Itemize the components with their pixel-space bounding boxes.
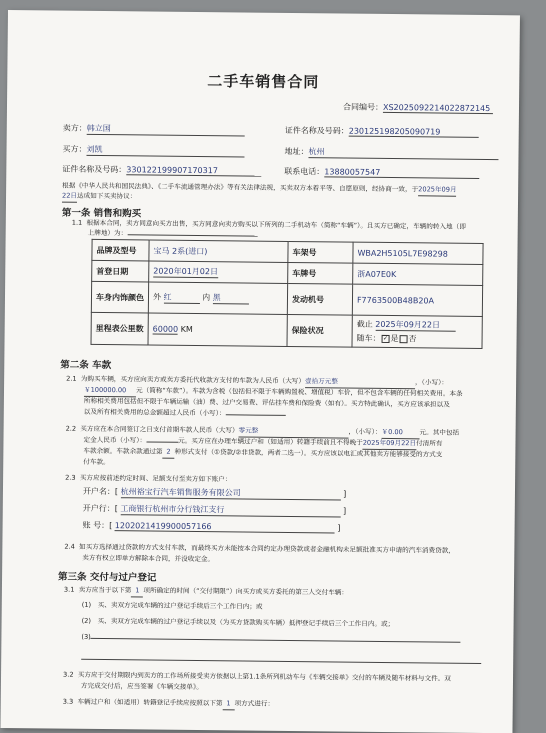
preamble-text-end: 达成如下买卖协议： bbox=[77, 191, 137, 201]
article3-p1-text-b: 项所确定的时间（“交付期限”）向买方或买方委托的第三人交付车辆： bbox=[143, 586, 349, 597]
account-name-label: 开户名： bbox=[82, 486, 116, 497]
article3-p3-text-b: 项方式进行： bbox=[234, 699, 275, 708]
article2-p2-line3 bbox=[83, 446, 442, 462]
preamble-line2 bbox=[62, 191, 136, 204]
seller-id-value: 230125198205090719 bbox=[349, 127, 479, 138]
article2-p3-number: 2.3 bbox=[65, 473, 76, 482]
article2-p4-text-a: 如买方选择通过贷款的方式支付车款，而最终买方未能按本合同约定办理贷款或者金融机构未足额批准买方申请的汽车消费贷款， bbox=[79, 542, 455, 555]
insurance-value bbox=[352, 315, 482, 348]
article3-p1 bbox=[64, 585, 348, 600]
brand-value: 宝马 2系(进口) bbox=[149, 240, 288, 262]
buyer-label: 买方： bbox=[62, 144, 87, 154]
phone-field bbox=[284, 166, 479, 179]
fees-blank bbox=[226, 414, 286, 416]
insurance-date: 2025年09月22日 bbox=[375, 319, 455, 332]
preamble-text: 根据《中华人民共和国民法典》、《二手车流通管理办法》等有关法律法规，买卖双方本着平等、自愿原则，经协商一致，于 bbox=[62, 181, 419, 194]
account-number-row: 账 号：[ 1202021419900057166 ] bbox=[82, 520, 341, 533]
mileage-value bbox=[148, 313, 287, 346]
mileage-unit: KM bbox=[180, 324, 193, 334]
engine-value: F7763500B48B20A bbox=[352, 284, 482, 316]
yes-label: 是 bbox=[390, 334, 399, 344]
seller-label: 卖方： bbox=[62, 123, 87, 133]
seller-field bbox=[63, 123, 245, 137]
transfer-option: 1 bbox=[222, 698, 234, 710]
buyer-id-value: 330122199907170317 bbox=[126, 165, 261, 176]
article2-p1-text-b: ，（小写）： bbox=[414, 378, 449, 387]
address-field bbox=[284, 146, 498, 160]
seller-id-label: 证件名称及号码： bbox=[284, 125, 349, 136]
color-label: 车身内饰颜色 bbox=[91, 281, 148, 313]
contract-number-label: 合同编号： bbox=[342, 102, 384, 112]
article2-p1-number: 2.1 bbox=[66, 374, 77, 383]
frame-value: WBA2H5105L7E98298 bbox=[353, 242, 483, 264]
article2-p2-text-b: ，（小写）： bbox=[348, 427, 382, 436]
preamble-date-day: 22日 bbox=[62, 191, 77, 203]
article3-p2-text-a: 买方应于交付期限内到卖方的工作场所接受卖方依据以上第1.1条所列机动车与《车辆交接单》交付的车辆及随车材料与文件。双 bbox=[77, 670, 451, 683]
article3-p2-number: 3.2 bbox=[63, 670, 74, 679]
insurance-label: 保险状况 bbox=[287, 314, 352, 347]
reg-date-label: 首登日期 bbox=[92, 260, 149, 282]
no-checkbox[interactable] bbox=[400, 335, 408, 343]
article2-p2-text-g: 车款余额。车款余款通过第 bbox=[83, 446, 163, 456]
contract-title: 二手车销售合同 bbox=[207, 72, 320, 92]
article2-p2-text-e: 元。买方应在办理车辆过户和（如适用）转籍手续前且不得晚于 bbox=[178, 436, 363, 447]
contract-number bbox=[343, 102, 493, 115]
engine-label: 发动机号 bbox=[287, 283, 352, 315]
interior-label: 内 bbox=[202, 293, 211, 303]
blank-line bbox=[81, 659, 481, 664]
article2-p4-line2: 卖方有权立即单方解除本合同，并没收定金。 bbox=[82, 553, 215, 564]
interior-color: 黑 bbox=[213, 292, 249, 304]
article3-p3-text-a: 车辆过户和（如适用）转籍登记手续应按照以下第 bbox=[77, 697, 223, 708]
address-value: 杭州 bbox=[308, 146, 498, 160]
down-payment-lower: ￥0.00 bbox=[381, 427, 419, 439]
bank-row: 开户行：[ 工商银行杭州市分行钱江支行 ] bbox=[82, 503, 347, 516]
buyer-id-field bbox=[62, 164, 261, 177]
article3-p1-text-a: 卖方应当于以下第 bbox=[78, 585, 132, 595]
article2-p2-text-a: 买方应在本合同签订之日支付首期车款人民币（大写） bbox=[80, 424, 239, 435]
mileage-label: 里程表公里数 bbox=[91, 312, 148, 345]
phone-value: 13880057547 bbox=[324, 167, 479, 179]
article2-p2-text-f: 付清所有 bbox=[416, 439, 443, 448]
delivery-option-3-label: (3) bbox=[81, 632, 91, 641]
buyer-value: 刘凯 bbox=[86, 144, 244, 158]
preamble-date-month: 2025年09月 bbox=[418, 184, 456, 196]
article3-p1-number: 3.1 bbox=[63, 585, 75, 594]
article2-p1-text-c: 元（简称“车款”）。车款为含税（包括但不限于车辆购置税、增值税）车价，但不包含车辆的任何相关费用。本条 bbox=[135, 386, 463, 398]
exterior-label: 外 bbox=[152, 292, 162, 302]
vehicle-info-table bbox=[90, 239, 483, 349]
delivery-option-3 bbox=[81, 632, 460, 647]
reg-date-text: 2020年01月02日 bbox=[153, 266, 219, 277]
article2-p3 bbox=[65, 473, 231, 486]
insurance-with-label: 随车： bbox=[356, 333, 381, 343]
phone-label: 联系电话： bbox=[284, 166, 325, 177]
article1-p1-text: 根据本合同，卖方同意向买方出售，买方同意向卖方购买以下所列的二手机动车（简称“车辆”）。且买方已确定，车辆的转入地（即 bbox=[86, 218, 466, 231]
mileage-number: 60000 bbox=[152, 324, 179, 334]
exterior-color: 红 bbox=[163, 292, 199, 304]
article3-title: 第三条 交付与过户登记 bbox=[58, 571, 157, 584]
bank-label: 开户行： bbox=[82, 503, 115, 514]
registration-place-blank bbox=[127, 234, 257, 236]
delivery-option: 1 bbox=[131, 585, 143, 597]
article1-title: 第一条 销售和购买 bbox=[61, 207, 142, 220]
bank-value: 工商银行杭州市分行钱江支行 bbox=[120, 503, 340, 517]
contract-number-value: XS2025092214022872145 bbox=[383, 103, 493, 114]
article2-p3-text: 买方应按前述约定时间、足额支付至卖方如下账户： bbox=[79, 473, 232, 484]
account-name-row: 开户名：[ 杭州裕宝行汽车销售服务有限公司 ] bbox=[82, 486, 347, 499]
payment-way: 2 bbox=[162, 447, 174, 459]
article2-p2-line4: 付车款。 bbox=[83, 457, 110, 467]
article2-title: 第二条 车款 bbox=[60, 359, 112, 372]
article2-p2-text-h: 种形式支付（①贷款/②非贷款，两者二选一）。买方应该以电汇或其他卖方能够接受的方式支 bbox=[174, 447, 443, 459]
account-number-label: 账 号： bbox=[82, 520, 110, 531]
article2-p2-text-c: 元。其中包括 bbox=[419, 428, 460, 437]
plate-label: 车牌号 bbox=[288, 262, 353, 284]
account-number-value: 1202021419900057166 bbox=[115, 521, 335, 533]
article2-p1-text-e: 以及所有相关费用的总金额超过人民币（小写）： bbox=[83, 407, 226, 418]
article3-p2-line2: 方完成交付后，应当签署《车辆交接单》。 bbox=[80, 681, 203, 692]
account-name-value: 杭州裕宝行汽车销售服务有限公司 bbox=[121, 486, 341, 500]
delivery-option-1: (1) 买、卖双方完成车辆的过户登记手续后三个工作日内；或 bbox=[81, 600, 263, 611]
price-lower: ￥100000.00 bbox=[84, 385, 136, 398]
article1-p1-text2: 上牌地）为： bbox=[87, 228, 128, 238]
frame-label: 车架号 bbox=[288, 241, 353, 263]
article2-p1-line4 bbox=[84, 407, 286, 420]
plate-value: 浙A07E0K bbox=[353, 263, 483, 285]
color-value bbox=[148, 282, 287, 314]
delivery-option-2: (2) 买、卖双方完成车辆的过户登记手续以及（为买方贷款购买车辆）抵押登记手续后三个工作日内。或； bbox=[81, 616, 395, 629]
price-upper: 壹拾万元整 bbox=[305, 376, 415, 389]
insurance-prefix: 截止 bbox=[356, 319, 373, 329]
article3-p3 bbox=[63, 697, 274, 711]
brand-label: 品牌及型号 bbox=[92, 239, 149, 261]
article1-p1-number: 1.1 bbox=[71, 218, 83, 227]
reg-date-value bbox=[149, 261, 288, 283]
article2-p1-text-a: 为购买车辆，买方应向卖方或卖方委托代收款方支付的车款为人民币（大写） bbox=[80, 374, 306, 386]
article2-p4-number: 2.4 bbox=[64, 542, 75, 551]
deposit-blank bbox=[146, 441, 178, 442]
yes-checkbox[interactable]: ✓ bbox=[383, 334, 389, 342]
balance-due-date: 2025年09月22日 bbox=[363, 438, 416, 451]
down-payment-upper: 零元整 bbox=[238, 425, 348, 438]
seller-value: 韩立国 bbox=[87, 123, 245, 137]
buyer-id-label: 证件名称及号码： bbox=[62, 164, 127, 175]
no-label: 否 bbox=[408, 334, 417, 344]
contract-page bbox=[0, 10, 519, 733]
buyer-field bbox=[62, 144, 244, 158]
article2-p2-number: 2.2 bbox=[65, 424, 77, 433]
article3-p3-number: 3.3 bbox=[62, 697, 74, 706]
seller-id-field bbox=[285, 125, 479, 138]
address-label: 地址： bbox=[284, 146, 309, 157]
article2-p2-text-d: 定金人民币（小写）： bbox=[83, 435, 147, 445]
delivery-option-3-blank bbox=[91, 638, 461, 643]
article2-p1-line3: 所称相关费用包括但不限于车辆运输（油）费、过户交易费、评估挂车费和保险费（如有）。买方特此确认，买方应该承担以及 bbox=[83, 396, 450, 409]
